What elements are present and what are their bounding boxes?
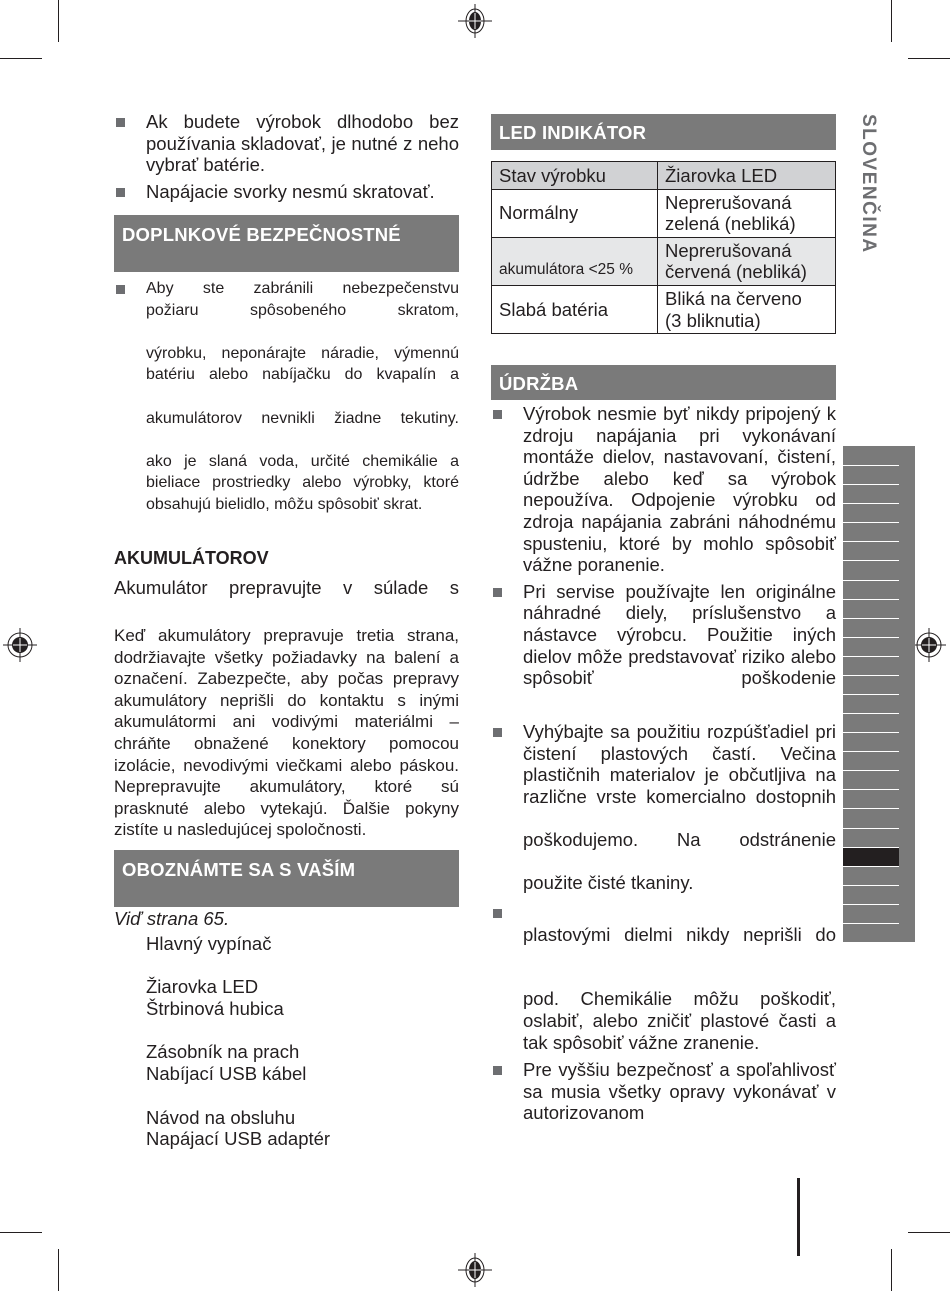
registration-mark-icon bbox=[458, 4, 492, 38]
left-column bbox=[114, 111, 459, 202]
crop-mark bbox=[0, 1232, 42, 1233]
led-text: Neprerušovaná bbox=[665, 191, 792, 213]
crop-mark bbox=[908, 1232, 950, 1233]
led-text: Bliká na červeno bbox=[665, 287, 802, 309]
list-item bbox=[491, 902, 836, 1053]
list-item: Pre vyššiu bezpečnosť a spoľahlivosť sa musia všetky opravy vykonávať v autorizovanom bbox=[491, 1059, 836, 1124]
crop-mark bbox=[58, 0, 59, 42]
state-cell: akumulátora <25 % bbox=[492, 237, 658, 285]
thumb-divider bbox=[843, 465, 899, 466]
list-item: Ak budete výrobok dlhodobo bez používania skladovať, je nutné z neho vybrať batérie. bbox=[114, 111, 459, 176]
column-header: Stav výrobku bbox=[492, 162, 658, 190]
section-heading-overview: OBOZNÁMTE SA S VAŠÍM bbox=[114, 850, 459, 907]
chemical-bullet bbox=[491, 902, 836, 1053]
part-item: Zásobník na prach bbox=[146, 1041, 300, 1063]
page-edge-bar bbox=[797, 1178, 800, 1256]
part-item: Napájací USB adaptér bbox=[146, 1128, 331, 1150]
text-block: Vyhýbajte sa použitiu rozpúšťadiel pri čistení plastových častí. Večina plastičnih materialov je občutljiva na različne vrste komercialno dostopnih bbox=[523, 721, 836, 807]
see-page-note: Viď strana 65. bbox=[114, 908, 230, 929]
led-text: (3 bliknutia) bbox=[665, 309, 761, 331]
section-heading-led: LED INDIKÁTOR bbox=[491, 114, 836, 150]
thumb-divider bbox=[843, 580, 899, 581]
thumb-divider bbox=[843, 675, 899, 676]
thumb-divider bbox=[843, 885, 899, 886]
text-line: ako je slaná voda, určité chemikálie a bbox=[146, 452, 459, 470]
last-bullet bbox=[491, 1059, 836, 1124]
list-item bbox=[491, 721, 836, 894]
crop-mark bbox=[891, 1249, 892, 1291]
state-cell: Normálny bbox=[492, 189, 658, 237]
thumb-divider bbox=[843, 656, 899, 657]
thumb-active-segment bbox=[843, 848, 899, 866]
thumb-divider bbox=[843, 694, 899, 695]
thumb-divider bbox=[843, 828, 899, 829]
thumb-divider bbox=[843, 808, 899, 809]
state-cell: Slabá batéria bbox=[492, 285, 658, 333]
column-header: Žiarovka LED bbox=[658, 162, 836, 190]
led-cell bbox=[658, 237, 836, 285]
section-heading-maintenance: ÚDRŽBA bbox=[491, 365, 836, 400]
table-row bbox=[492, 237, 836, 285]
text-line: akumulátorov nevnikli žiadne tekutiny. bbox=[146, 409, 459, 427]
text-line: požiaru spôsobeného skratom, bbox=[146, 301, 459, 319]
battery-paragraph: Keď akumulátory prepravuje tretia strana, dodržiavajte všetky požiadavky na balení a označení. Zabezpečte, aby počas prepravy akumulátory neprišli do kontaktu s inými akumulátormi ani vodivými materiálmi – chráňte obnažené konektory pomocou izolácie, nevodivými viečkami alebo páskou. Neprepravujte akumulátory, ktoré sú prasknuté alebo vytekajú. Ďalšie pokyny zistíte u nasledujúcej spoločnosti. bbox=[114, 626, 459, 840]
part-item: Žiarovka LED bbox=[146, 976, 259, 998]
text-line: výrobku, neponárajte náradie, výmennú bbox=[146, 344, 459, 362]
thumb-divider bbox=[843, 789, 899, 790]
thumb-divider bbox=[843, 923, 899, 924]
crop-mark bbox=[891, 0, 892, 42]
solvent-bullet bbox=[491, 721, 836, 894]
crop-mark bbox=[58, 1249, 59, 1291]
thumb-divider bbox=[843, 484, 899, 485]
led-cell bbox=[658, 285, 836, 333]
maintenance-list bbox=[491, 403, 836, 689]
thumb-divider bbox=[843, 503, 899, 504]
text-line: bieliace prostriedky alebo výrobky, ktoré bbox=[146, 474, 459, 492]
text-line: poškodujemo. Na odstránenie bbox=[523, 828, 836, 850]
part-item: Štrbinová hubica bbox=[146, 998, 284, 1020]
part-item: Hlavný vypínač bbox=[146, 933, 272, 954]
text-line: obsahujú bielidlo, môžu spôsobiť skrat. bbox=[146, 495, 423, 513]
parts-list bbox=[146, 933, 330, 1150]
thumb-divider bbox=[843, 713, 899, 714]
text-line: použite čisté tkaniny. bbox=[523, 872, 694, 894]
thumb-divider bbox=[843, 541, 899, 542]
safety-bullet bbox=[114, 278, 459, 516]
thumb-divider bbox=[843, 522, 899, 523]
registration-mark-icon bbox=[458, 1253, 492, 1287]
text-line: plastovými dielmi nikdy neprišli do bbox=[523, 923, 836, 945]
text-line: batériu alebo nabíjačku do kvapalín a bbox=[146, 366, 459, 384]
thumb-divider bbox=[843, 599, 899, 600]
part-item: Nabíjací USB kábel bbox=[146, 1063, 307, 1085]
part-item: Návod na obsluhu bbox=[146, 1106, 296, 1128]
text-block: pod. Chemikálie môžu poškodiť, oslabiť, alebo zničiť plastové časti a tak spôsobiť vážne zranenie. bbox=[523, 988, 836, 1053]
thumb-divider bbox=[843, 560, 899, 561]
battery-line: Akumulátor prepravujte v súlade s bbox=[114, 577, 459, 598]
thumb-divider bbox=[843, 770, 899, 771]
table-row bbox=[492, 189, 836, 237]
thumb-divider bbox=[843, 637, 899, 638]
thumb-divider bbox=[843, 866, 899, 867]
text-line: Aby ste zabránili nebezpečenstvu bbox=[146, 280, 459, 297]
led-cell bbox=[658, 189, 836, 237]
crop-mark bbox=[908, 58, 950, 59]
list-item: Pri servise používajte len originálne náhradné diely, príslušenstvo a nástavce výrobcu. Použitie iných dielov môže predstavovať riziko alebo spôsobiť poškodenie bbox=[491, 581, 836, 689]
list-item: Výrobok nesmie byť nikdy pripojený k zdroju napájania pri vykonávaní montáže dielov, nastavovaní, čistení, údržbe alebo keď sa výrobok nepoužíva. Odpojenie výrobku od zdroja napájania zabráni náhodnému spusteniu, ktoré by mohlo spôsobiť vážne poranenie. bbox=[491, 403, 836, 576]
thumb-index bbox=[843, 446, 915, 942]
led-text: červená (nebliká) bbox=[665, 261, 807, 283]
list-item bbox=[114, 278, 459, 516]
section-heading-battery: AKUMULÁTOROV bbox=[114, 548, 269, 568]
crop-mark bbox=[0, 58, 42, 59]
thumb-divider bbox=[843, 732, 899, 733]
led-text: Neprerušovaná bbox=[665, 239, 792, 261]
section-heading-safety: DOPLNKOVÉ BEZPEČNOSTNÉ bbox=[114, 215, 459, 272]
registration-mark-icon bbox=[912, 628, 946, 662]
led-table bbox=[491, 161, 836, 334]
table-row bbox=[492, 285, 836, 333]
thumb-divider bbox=[843, 751, 899, 752]
list-item: Napájacie svorky nesmú skratovať. bbox=[114, 181, 459, 203]
language-tab-label: SLOVENČINA bbox=[858, 114, 879, 254]
registration-mark-icon bbox=[3, 628, 37, 662]
table-header-row bbox=[492, 162, 836, 190]
thumb-divider bbox=[843, 904, 899, 905]
thumb-divider bbox=[843, 618, 899, 619]
led-text: zelená (nebliká) bbox=[665, 213, 796, 235]
